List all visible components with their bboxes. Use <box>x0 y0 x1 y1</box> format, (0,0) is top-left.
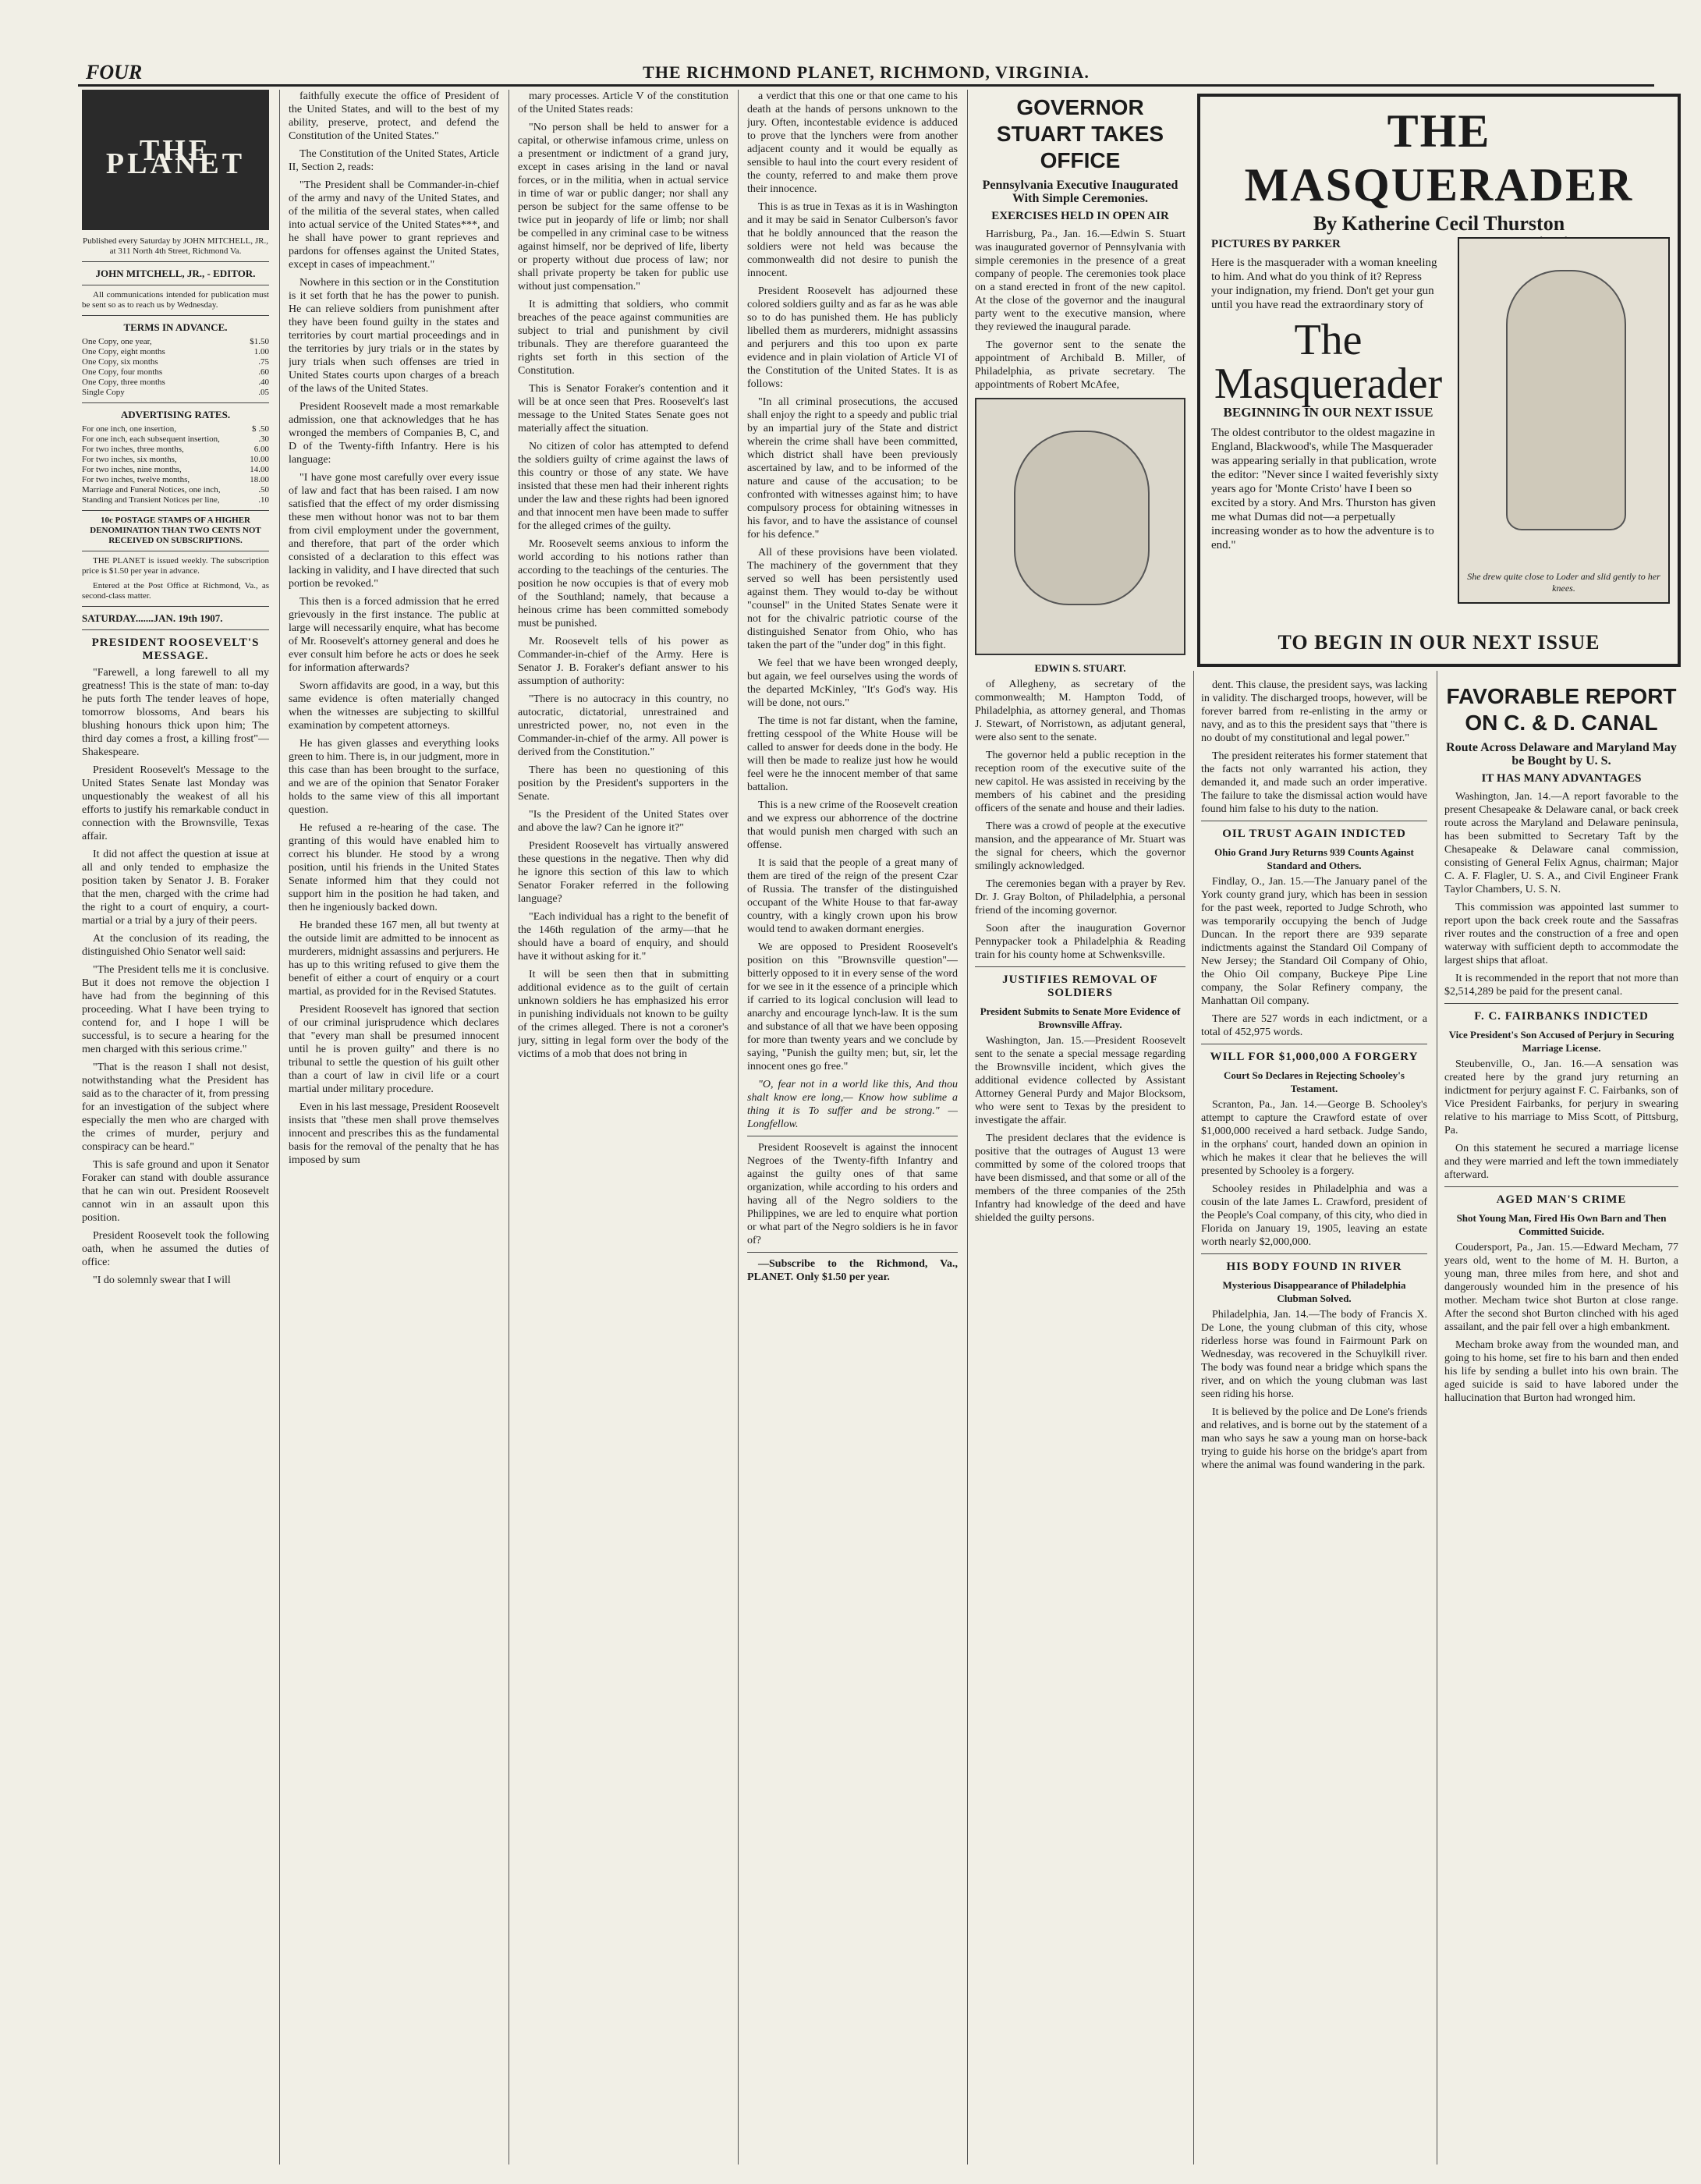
col2-p11: He branded these 167 men, all but twenty at the outside limit are admitted to be innocent as murderers, midnight assassins and perjurers. He has up to this writing refused to give them the benefit of either a court of enquiry or a court martial, as provided for in the Revised Statutes. <box>289 920 499 998</box>
ad-rate-row: Standing and Transient Notices per line, .10 <box>82 495 269 505</box>
ad-rate-row: For two inches, twelve months, 18.00 <box>82 475 269 484</box>
soldiers-headline: JUSTIFIES REMOVAL OF SOLDIERS <box>1002 973 1158 999</box>
dateline: SATURDAY.......JAN. 19th 1907. <box>82 612 223 624</box>
col4-p2: This is as true in Texas as it is in Washington and it may be said in Senator Culberson's favor that he boldly announced that the reason the soldiers were not held was because the commonwealth did not desire to punish the innocent. <box>747 201 958 279</box>
col5-p4: The governor held a public reception in the reception room of the executive suite of the new capitol. He was assisted in receiving by the members of his cabinet and the presiding officers of the senate and house and their ladies. <box>975 750 1185 814</box>
editorial-p1: President Roosevelt's Message to the United States Senate last Monday was unquestionably the weakest of all his efforts to justify his remarkable conduct in connection with the Brownsville, Texas affair. <box>82 764 269 842</box>
editorial-p3: At the conclusion of its reading, the distinguished Ohio Senator well said: <box>82 933 269 958</box>
col3-p10: "Is the President of the United States over and above the law? Can he ignore it?" <box>518 809 728 834</box>
column-5 <box>975 90 1185 2164</box>
col6-p1: dent. This clause, the president says, was lacking in validity. The discharged troops, however, will be forever barred from re-enlisting in the army or navy, and as to this the president says that "there is no doubt of my constitutional and legal power." <box>1201 679 1427 744</box>
ad-rate-row: For one inch, each subsequent insertion, .30 <box>82 434 269 444</box>
subscribe-notice: —Subscribe to the Richmond, Va., PLANET. Only $1.50 per year. <box>747 1258 958 1283</box>
terms-row: Single Copy .05 <box>82 388 269 397</box>
column-7 <box>1444 679 1678 2164</box>
page-header <box>78 61 1654 87</box>
river-headline: HIS BODY FOUND IN RIVER <box>1226 1260 1402 1273</box>
col6-p3: Findlay, O., Jan. 15.—The January panel of the York county grand jury, which has been in session for the past week, reported to Judge Schroth, who was temporarily occupying the bench of Judge Duncan. In the report there are 939 separate indictments against the Standard Oil Company of New Jersey; the Standard Oil Company of Ohio, the Ohio Oil company, Buckeye Pipe Line company, the Solar Refinery company, the Manhattan Oil company. <box>1201 876 1427 1007</box>
col4-p6: We feel that we have been wronged deeply, but again, we feel ourselves using the words of the departed McKinley, "It's God's way. His will be done, not ours." <box>747 658 958 709</box>
col2-p10: He refused a re-hearing of the case. The granting of this would have enabled him to correct his blunder. He stood by a wrong position, until his friends in the United States Senate informed him that they could not support him in the position he had taken, and then he ingeniously backed down. <box>289 822 499 913</box>
editor-line: JOHN MITCHELL, JR., - EDITOR. <box>95 268 256 279</box>
aged-man-headline: AGED MAN'S CRIME <box>1496 1193 1627 1206</box>
publisher-line: Published every Saturday by JOHN MITCHELL, JR., at 311 North 4th Street, Richmond Va. <box>82 236 268 256</box>
editorial-poem: "Farewell, a long farewell to all my greatness! This is the state of man: to-day he puts forth The tender leaves of hope, tomorrow blossoms, And bears his blushing honours thick upon him; The third day comes a frost, a killing frost"—Shakespeare. <box>82 667 269 758</box>
col2-p13: Even in his last message, President Roosevelt insists that "these men shall prove themselves innocent and prescribes this as the fundamental basis for the removal of the penalty that he has imposed by sum <box>289 1101 499 1166</box>
col7-p4: Steubenville, O., Jan. 16.—A sensation was created here by the grand jury returning an indictment for perjury against F. C. Fairbanks, son of Vice President Fairbanks, for perjury in swearing relative to his marriage to Miss Scott, of Pittsburg, Pa. <box>1444 1058 1678 1136</box>
entered-notice: Entered at the Post Office at Richmond, Va., as second-class matter. <box>82 581 269 601</box>
col4-p8: This is a new crime of the Roosevelt creation and we express our abhorrence of the doctrine that would punish men charged with such an offense. <box>747 800 958 851</box>
canal-subhead-2: IT HAS MANY ADVANTAGES <box>1481 772 1642 785</box>
col5-p8: Washington, Jan. 15.—President Roosevelt sent to the senate a special message regarding the Brownsville incident, which gives the additional evidence collected by Assistant Attorney General Purdy and Major Blocksom, who were sent to Texas by the president to investigate the affair. <box>975 1035 1185 1126</box>
col6-p7: Philadelphia, Jan. 14.—The body of Francis X. De Lone, the young clubman of this city, whose riderless horse was found in Fairmount Park on Wednesday, was recovered in the Schuylkill river. The body was found near a bridge which spans the river, and on which the young clubman was last seen riding his horse. <box>1201 1309 1427 1400</box>
col5-p2: The governor sent to the senate the appointment of Archibald B. Miller, of Philadelphia, as private secretary. The appointments of Robert McAfee, <box>975 339 1185 391</box>
col2-p2: The Constitution of the United States, Article II, Section 2, reads: <box>289 148 499 173</box>
col4-p4: "In all criminal prosecutions, the accused shall enjoy the right to a speedy and public trial by an impartial jury of the State and district wherein the crime shall have been committed, which district shall have been previously ascertained by law, and to be informed of the nature and cause of the accusation; to be confronted with witnesses against him; to have compulsory process for obtaining witnesses in his favor, and to have the assistance of counsel for his defence." <box>747 396 958 541</box>
aged-man-subhead: Shot Young Man, Fired His Own Barn and Then Committed Suicide. <box>1456 1212 1667 1237</box>
masquerader-advertisement <box>1197 94 1681 667</box>
editorial-p2: It did not affect the question at issue at all and only tended to emphasize the position taken by Senator J. B. Foraker that the men, charged with the crime had the right to a court of enquiry, a court-martial or a trial by a jury of their peers. <box>82 849 269 927</box>
col6-p8: It is believed by the police and De Lone's friends and relatives, and is borne out by the statement of a man who says he saw a young man on horse-back trying to guide his horse on the bridge's apart from where the animal was found wandering in the park. <box>1201 1406 1427 1471</box>
ad-byline: By Katherine Cecil Thurston <box>1313 212 1565 235</box>
stuart-subhead: Pennsylvania Executive Inaugurated With Simple Ceremonies. <box>982 179 1178 205</box>
col4-p11: President Roosevelt is against the innocent Negroes of the Twenty-fifth Infantry and against the guilty ones of that same organization, while according to his orders and having all of the Negro soldiers to the Philippines, we are led to enquire what portion or what part of the Negro soldiers is he in favor of? <box>747 1142 958 1246</box>
col3-p3: It is admitting that soldiers, who commit breaches of the peace against communities are subject to trial and punishment by civil tribunals. They are therefore guaranteed the rights set forth in this section of the Constitution. <box>518 299 728 377</box>
col3-p13: It will be seen then that in submitting additional evidence as to the guilt of certain unknown soldiers he has emphasized his error in punishing individuals not known to be guilty of the crimes alleged. There is not a coroner's jury, sitting in legal form over the body of the victims of a mob that does not bring in <box>518 969 728 1060</box>
ad-title: THE MASQUERADER <box>1244 105 1634 211</box>
ad-rate-row: For one inch, one insertion, $ .50 <box>82 424 269 434</box>
oil-trust-subhead: Ohio Grand Jury Returns 939 Counts Against Standard and Others. <box>1214 846 1414 871</box>
ad-mid-title: The Masquerader <box>1214 316 1443 408</box>
ads-title: ADVERTISING RATES. <box>120 409 231 420</box>
col6-p5: Scranton, Pa., Jan. 14.—George B. Schooley's attempt to capture the Crawford estate of over $1,000,000 received a hard setback. Judge Sando, in the orphans' court, handed down an opinion in which he makes it clear that he believes the will presented by Schooley is a forgery. <box>1201 1099 1427 1177</box>
ad-teaser: Here is the masquerader with a woman kneeling to him. And what do you think of it? Repress your indignation, my friend. Don't get your gun until you have read the extraordinary story of <box>1211 257 1437 311</box>
soldiers-subhead: President Submits to Senate More Evidence of Brownsville Affray. <box>980 1005 1181 1030</box>
ad-rate-row: For two inches, three months, 6.00 <box>82 445 269 454</box>
col4-p10: We are opposed to President Roosevelt's position on this "Brownsville question"—bitterly opposed to it in every sense of the word for we see in it the essence of a principle which if carried to its logical conclusion will lead to anarchy and encourage lynch-law. It is the sum and substance of all that we have been opposing for more than twenty years and we conclude by saying, "Punish the guilty men; but, sir, let the innocent ones go free." <box>747 941 958 1072</box>
col3-p8: "There is no autocracy in this country, no autocratic, dictatorial, unrestrained and unrestricted power, no, not even in the Commander-in-chief of the army. All power is derived from the Constitution." <box>518 693 728 758</box>
col7-p1: Washington, Jan. 14.—A report favorable to the present Chesapeake & Delaware canal, or back creek route across the Maryland and Delaware peninsula, has been submitted to Secretary Taft by the Chesapeake & Delaware canal commission, consisting of General Felix Agnus, chairman; Major C. A. F. Flagler, U. S. A., and Civil Engineer Frank Taylor Chambers, U. S. N. <box>1444 791 1678 895</box>
issued-notice: THE PLANET is issued weekly. The subscription price is $1.50 per year in advance. <box>82 556 269 576</box>
terms-row: One Copy, six months .75 <box>82 357 269 367</box>
col4-p9: It is said that the people of a great many of them are tired of the reign of the present Czar of Russia. The transfer of the distinguished occupant of the White House to that far-away country, with a kingly crown upon his brow would tend to awaken dormant energies. <box>747 857 958 935</box>
col2-p6: "I have gone most carefully over every issue of law and fact that has been raised. I am now satisfied that the effect of my order dismissing these men without honor was not to bar them from civil employment under the government, and therefore, that part of the order which consisted of a declaration to this effect was lacking in validity, and I have directed that such portion be revoked." <box>289 472 499 590</box>
ad-illustration <box>1458 237 1670 604</box>
col7-p7: Mecham broke away from the wounded man, and going to his home, set fire to his barn and then ended his life by sending a bullet into his own brain. The aged suicide is said to have labored under the hallucination that Burton had wronged him. <box>1444 1339 1678 1404</box>
col3-p4: This is Senator Foraker's contention and it will be at once seen that Pres. Roosevelt's last message to the United States Senate goes not materially affect the situation. <box>518 383 728 434</box>
col4-p3: President Roosevelt has adjourned these colored soldiers guilty and as far as he was able so to do has punished them. He has publicly libelled them as murderers, midnight assassins and perjurers and this too upon ex parte evidence and in plain violation of Article VI of the Constitution of the United States. It is as follows: <box>747 285 958 390</box>
masthead-title: THE PLANET <box>105 134 246 180</box>
column-6 <box>1201 679 1427 2164</box>
col7-p2: This commission was appointed last summer to report upon the back creek route and the Sassafras river routes and the construction of a free and open waterway with sufficient depth to accommodate the largest ships that afloat. <box>1444 902 1678 966</box>
oil-trust-headline: OIL TRUST AGAIN INDICTED <box>1222 828 1406 840</box>
ad-rate-row: For two inches, six months, 10.00 <box>82 455 269 464</box>
ad-caption: She drew quite close to Loder and slid gently to her knees. <box>1467 571 1660 594</box>
ad-rates-table <box>82 424 269 505</box>
col4-p7: The time is not far distant, when the famine, fretting cesspool of the White House will be called to answer for deeds done in the body. He will then be made to realize just how he would feel were he the innocent member of that same battalion. <box>747 715 958 793</box>
column-1 <box>82 90 269 2164</box>
col6-p2: The president reiterates his former statement that the facts not only warranted his action, they demanded it, and made such an order imperative. The failure to take the dismissal action would have found him false to his duty to the nation. <box>1201 750 1427 815</box>
terms-table <box>82 337 269 398</box>
ad-bottom-banner: TO BEGIN IN OUR NEXT ISSUE <box>1278 631 1600 654</box>
ad-blurb: The oldest contributor to the oldest magazine in England, Blackwood's, while The Masquerader was appearing serially in that publication, wrote the editor: "Never since I waited feverishly sixty years ago for 'Monte Cristo' have I been so excited by a story. And Mrs. Thurston has given me what Dumas did not—a perpetually increasing wonder as to how the adventure is to end." <box>1211 427 1439 551</box>
newspaper-title: THE RICHMOND PLANET, RICHMOND, VIRGINIA. <box>643 62 1090 82</box>
ad-rate-row: For two inches, nine months, 14.00 <box>82 465 269 474</box>
editorial-heading: PRESIDENT ROOSEVELT'S MESSAGE. <box>91 636 260 662</box>
portrait-caption: EDWIN S. STUART. <box>1034 662 1126 674</box>
col2-p5: President Roosevelt made a most remarkable admission, one that acknowledges that he has wronged the members of Companies B, C, and D of the Twenty-fifth Infantry. Here is his language: <box>289 401 499 466</box>
col3-p6: Mr. Roosevelt seems anxious to inform the world according to his notions rather than according to the teachings of the centuries. The position he now occupies is that of every mob of the Southland; namely, that because a heinous crime has been committed somebody must be punished. <box>518 538 728 629</box>
editorial-p6: This is safe ground and upon it Senator Foraker can stand with double assurance that he can win out. President Roosevelt cannot win in an assault upon this position. <box>82 1159 269 1224</box>
editorial-p7: President Roosevelt took the following oath, when he assumed the duties of office: <box>82 1230 269 1268</box>
editorial-p5: "That is the reason I shall not desist, notwithstanding what the President has said as to the character of it, from pressing for an investigation of the subject where especially the men who are charged with the crimes of murder, perjury and conspiracy can be heard." <box>82 1062 269 1153</box>
fairbanks-subhead: Vice President's Son Accused of Perjury in Securing Marriage License. <box>1448 1029 1674 1054</box>
col6-p4: There are 527 words in each indictment, or a total of 452,975 words. <box>1201 1013 1427 1038</box>
col7-p3: It is recommended in the report that not more than $2,514,289 be paid for the present canal. <box>1444 973 1678 998</box>
col3-p2: "No person shall be held to answer for a capital, or otherwise infamous crime, unless on a presentment or indictment of a grand jury, except in cases arising in the land or naval forces, or in the militia, when in actual service in time of war or public danger; nor shall any person be subject for the same offense to be twice put in jeopardy of life or limb; nor shall be compelled in any criminal case to be witness against himself, nor be deprived of life, liberty or property without due process of law; nor shall private property be taken for public use without just compensation." <box>518 122 728 292</box>
ad-beginning: BEGINNING IN OUR NEXT ISSUE <box>1223 405 1433 420</box>
terms-title: TERMS IN ADVANCE. <box>123 321 228 333</box>
stamps-notice: 10c POSTAGE STAMPS OF A HIGHER DENOMINATION THAN TWO CENTS NOT RECEIVED ON SUBSCRIPTIONS. <box>90 516 261 545</box>
col6-p6: Schooley resides in Philadelphia and was a cousin of the late James L. Crawford, president of the People's Coal company, of this city, who died in Florida on January 19, 1905, leaving an estate worth nearly $2,000,000. <box>1201 1183 1427 1248</box>
river-subhead: Mysterious Disappearance of Philadelphia Clubman Solved. <box>1222 1279 1406 1304</box>
col5-p7: Soon after the inauguration Governor Pennypacker took a Philadelphia & Reading train for his county home at Schwenksville. <box>975 923 1185 961</box>
col3-p7: Mr. Roosevelt tells of his power as Commander-in-chief of the Army. Here is Senator J. B. Foraker's defiant answer to his assumption of authority: <box>518 636 728 687</box>
col4-p5: All of these provisions have been violated. The machinery of the government that they served so well has been persistently used against them. They would to-day be without "counsel" in the United States Senate were it not for the chivalric patriotic course of the distinguished Senator from Ohio, who has taken the part of the "under dog" in this fight. <box>747 547 958 651</box>
terms-row: One Copy, one year, $1.50 <box>82 337 269 346</box>
col7-p6: Coudersport, Pa., Jan. 15.—Edward Mecham, 77 years old, went to the home of M. H. Burton, a young man, three miles from here, and shot and dangerously wounded him in the presence of his mother. Mecham twice shot Burton at close range. After the second shot Burton clinched with his aged assailant, and the pair fell over a high embankment. <box>1444 1242 1678 1333</box>
col3-p12: "Each individual has a right to the benefit of the 146th regulation of the army—that he should have a board of enquiry, and should have it without asking for it." <box>518 911 728 963</box>
canal-subhead: Route Across Delaware and Maryland May be Bought by U. S. <box>1446 741 1677 768</box>
col2-p4: Nowhere in this section or in the Constitution is it set forth that he has the power to punish. He can relieve soldiers from punishment after they have been found guilty in the states and territories by court martial proceedings and in the territories by jury trials or in the states by jury trials when such offenses are tried in United States courts upon charges of a breach of the laws of the United States. <box>289 277 499 395</box>
col2-p3: "The President shall be Commander-in-chief of the army and navy of the United States, and of the militia of the several states, when called into actual service of the United States***, and he shall have power to grant reprieves and pardons for offenses against the United States, except in cases of impeachment." <box>289 179 499 271</box>
ad-pictures: PICTURES BY PARKER <box>1211 238 1341 250</box>
ad-rate-row: Marriage and Funeral Notices, one inch, .50 <box>82 485 269 495</box>
col2-p9: He has given glasses and everything looks green to him. There is, in our judgment, more in this case than has been brought to the surface, and we are of the opinion that Senator Foraker holds to the same view of this all important question. <box>289 738 499 816</box>
column-4 <box>747 90 958 2164</box>
communications-notice: All communications intended for publication must be sent so as to reach us by Wednesday. <box>82 290 269 310</box>
col4-p1: a verdict that this one or that one came to his death at the hands of persons unknown to the jury. Often, incontestable evidence is adduced to prove that the lynchers were from another adjacent county and it would be equally as sensible to haul into the court every resident of the county, referred to and make them prove their innocence. <box>747 90 958 195</box>
ad-left-text <box>1211 237 1445 552</box>
col5-p3: of Allegheny, as secretary of the commonwealth; M. Hampton Todd, of Philadelphia, as attorney general, and Thomas J. Stewart, of Norristown, as adjutant general, were also sent to the senate. <box>975 679 1185 743</box>
col5-p1: Harrisburg, Pa., Jan. 16.—Edwin S. Stuart was inaugurated governor of Pennsylvania with simple ceremonies in the presence of a great company of people. The ceremonies took place on a stand erected in front of the new capitol. At the close of the governor and the inaugural party went to the executive mansion, where they reviewed the inaugural parade. <box>975 229 1185 333</box>
page-number: FOUR <box>86 61 143 83</box>
col4-poem: "O, fear not in a world like this, And thou shalt know ere long,— Know how sublime a thing it is To suffer and be strong." —Longfellow. <box>747 1079 958 1130</box>
column-2 <box>289 90 499 2164</box>
editorial-p4: "The President tells me it is conclusive. But it does not remove the objection I have had from the beginning of this proceeding. What I have been trying to contend for, and I hope I will be successful, is to secure a hearing for the men charged with this serious crime." <box>82 964 269 1055</box>
editorial-p8: "I do solemnly swear that I will <box>93 1275 231 1286</box>
stuart-headline: GOVERNOR STUART TAKES OFFICE <box>996 95 1164 172</box>
col3-p9: There has been no questioning of this position by the President's supporters in the Senate. <box>518 764 728 803</box>
col7-p5: On this statement he secured a marriage license and they were married and left the town immediately afterward. <box>1444 1143 1678 1181</box>
terms-row: One Copy, four months .60 <box>82 367 269 377</box>
forgery-subhead: Court So Declares in Rejecting Schooley's Testament. <box>1224 1069 1405 1094</box>
terms-row: One Copy, eight months 1.00 <box>82 347 269 356</box>
fairbanks-headline: F. C. FAIRBANKS INDICTED <box>1474 1010 1649 1023</box>
col5-p5: There was a crowd of people at the executive mansion, and the appearance of Mr. Stuart was the signal for cheers, which the governor smilingly acknowledged. <box>975 821 1185 872</box>
col3-p11: President Roosevelt has virtually answered these questions in the negative. Then why did he ignore this section of this law to which Senator Foraker referred in the following language? <box>518 840 728 905</box>
col5-p6: The ceremonies began with a prayer by Rev. Dr. J. Gray Bolton, of Philadelphia, a personal friend of the incoming governor. <box>975 878 1185 916</box>
col3-p5: No citizen of color has attempted to defend the soldiers guilty of crime against the laws of this country or those of any state. We have insisted that these men had their inherent rights under the law and these rights had been ignored and that innocent men have been made to suffer for the alleged crimes of the guilty. <box>518 441 728 532</box>
stuart-subhead-2: EXERCISES HELD IN OPEN AIR <box>991 210 1169 222</box>
canal-headline: FAVORABLE REPORT ON C. & D. CANAL <box>1446 684 1677 735</box>
col3-p1: mary processes. Article V of the constitution of the United States reads: <box>518 90 728 115</box>
col2-p12: President Roosevelt has ignored that section of our criminal jurisprudence which declares that "every man shall be presumed innocent until he is proven guilty" and there is no tribunal to settle the question of his guilt other than a court of law in civil life or a court martial under military procedure. <box>289 1004 499 1095</box>
stuart-portrait <box>975 398 1185 655</box>
col2-p1: faithfully execute the office of President of the United States, and will to the best of my ability, preserve, protect, and defend the Constitution of the United States." <box>289 90 499 142</box>
col2-p8: Sworn affidavits are good, in a way, but this same evidence is often materially changed when the witnesses are subjecting to skillful examination by competent attorneys. <box>289 680 499 732</box>
col2-p7: This then is a forced admission that he erred grievously in the first instance. The public at large will necessarily enquire, what has become of Mr. Roosevelt's attorney general and does he ever consult him before he acts or does he seek for information afterwards? <box>289 596 499 674</box>
col5-p9: The president declares that the evidence is positive that the outrages of August 13 were committed by some of the colored troops that have been dismissed, and that some or all of the members of the three companies of the 25th Infantry had knowledge of the deed and have shielded the guilty persons. <box>975 1133 1185 1224</box>
masthead-illustration <box>82 90 269 230</box>
forgery-headline: WILL FOR $1,000,000 A FORGERY <box>1210 1051 1419 1063</box>
terms-row: One Copy, three months .40 <box>82 378 269 387</box>
column-3 <box>518 90 728 2164</box>
